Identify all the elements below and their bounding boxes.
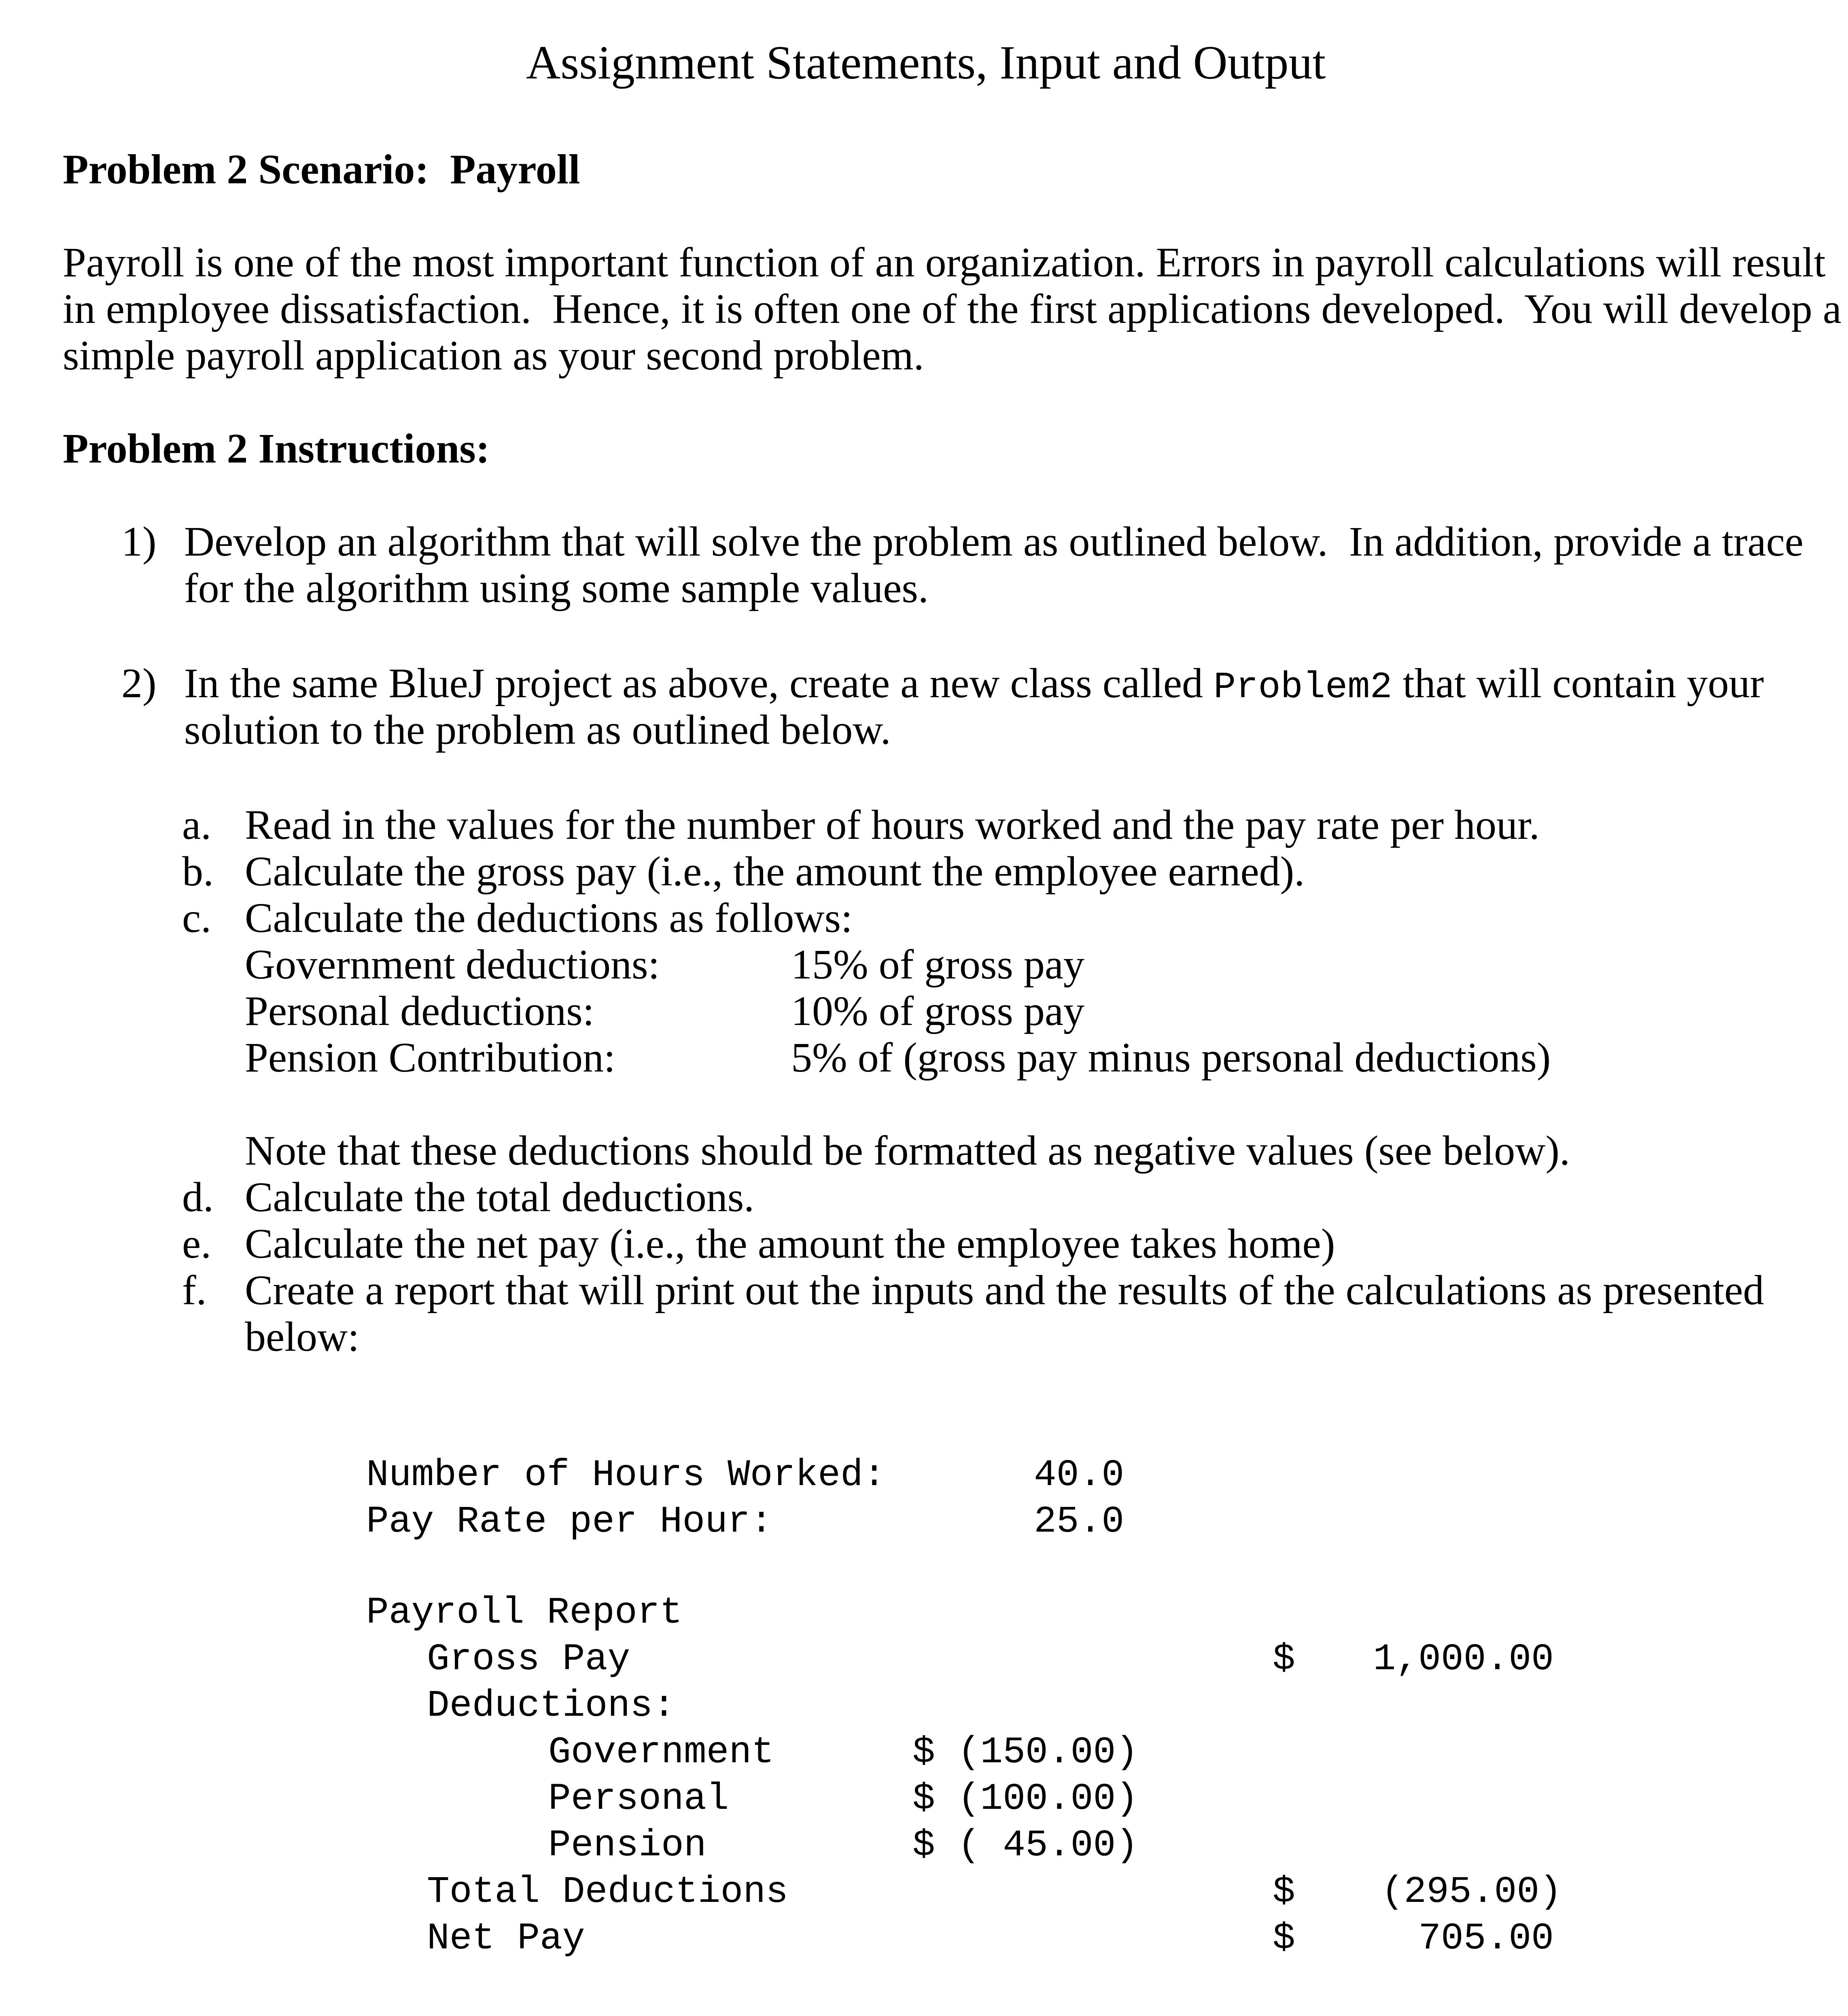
step-1-line-2: for the algorithm using some sample values. xyxy=(184,565,929,611)
report-rate-value: 25.0 xyxy=(1034,1500,1125,1543)
sub-b-text: Calculate the gross pay (i.e., the amount the employee earned). xyxy=(245,848,1305,895)
scenario-heading: Problem 2 Scenario: Payroll xyxy=(63,146,580,193)
deduction-government-rule: 15% of gross pay xyxy=(791,941,1085,988)
report-rate-label: Pay Rate per Hour: xyxy=(366,1500,773,1543)
report-personal-label: Personal xyxy=(548,1778,729,1820)
sub-f-letter: f. xyxy=(182,1267,207,1314)
report-deductions-label: Deductions: xyxy=(427,1685,675,1727)
step-2-text-after: that will contain your xyxy=(1392,660,1764,707)
sub-c-text: Calculate the deductions as follows: xyxy=(245,895,853,941)
report-heading: Payroll Report xyxy=(366,1592,683,1634)
sub-e-letter: e. xyxy=(182,1220,212,1267)
sub-d-letter: d. xyxy=(182,1174,214,1220)
step-1-line-1: Develop an algorithm that will solve the problem as outlined below. In addition, provide a trace xyxy=(184,518,1803,565)
deduction-pension-label: Pension Contribution: xyxy=(245,1034,615,1081)
sub-b-letter: b. xyxy=(182,848,214,895)
step-2-number: 2) xyxy=(121,660,157,707)
step-2-line-1 xyxy=(184,660,1764,708)
report-total-label: Total Deductions xyxy=(427,1871,788,1913)
report-government-amount: $ (150.00) xyxy=(912,1731,1139,1774)
report-personal-amount: $ (100.00) xyxy=(912,1778,1139,1820)
report-total-value: (295.00) xyxy=(1381,1871,1562,1913)
sub-f-line-1: Create a report that will print out the inputs and the results of the calculations as presented xyxy=(245,1267,1764,1314)
report-gross-value: 1,000.00 xyxy=(1373,1638,1554,1681)
report-hours-label: Number of Hours Worked: xyxy=(366,1454,886,1496)
report-total-currency: $ xyxy=(1273,1871,1295,1913)
report-pension-label: Pension xyxy=(548,1824,707,1867)
report-hours-value: 40.0 xyxy=(1034,1454,1125,1496)
deduction-personal-label: Personal deductions: xyxy=(245,988,594,1034)
intro-line-3: simple payroll application as your second problem. xyxy=(63,332,924,379)
report-gross-currency: $ xyxy=(1273,1638,1295,1681)
deduction-personal-rule: 10% of gross pay xyxy=(791,988,1085,1034)
report-net-currency: $ xyxy=(1273,1917,1295,1960)
report-pension-amount: $ ( 45.00) xyxy=(912,1824,1139,1867)
report-net-label: Net Pay xyxy=(427,1917,585,1960)
report-net-value: 705.00 xyxy=(1418,1917,1554,1960)
class-name-code: Problem2 xyxy=(1214,666,1392,709)
sub-a-letter: a. xyxy=(182,802,212,848)
report-government-label: Government xyxy=(548,1731,774,1774)
step-2-line-2: solution to the problem as outlined below. xyxy=(184,707,891,753)
sub-c-letter: c. xyxy=(182,895,212,941)
page-title: Assignment Statements, Input and Output xyxy=(526,36,1326,89)
sub-d-text: Calculate the total deductions. xyxy=(245,1174,755,1220)
step-1-number: 1) xyxy=(121,518,157,565)
intro-line-2: in employee dissatisfaction. Hence, it is often one of the first applications developed. You will develop a xyxy=(63,286,1842,332)
step-2-text-before: In the same BlueJ project as above, create a new class called xyxy=(184,660,1214,707)
instructions-heading: Problem 2 Instructions: xyxy=(63,425,490,472)
sub-e-text: Calculate the net pay (i.e., the amount the employee takes home) xyxy=(245,1220,1335,1267)
sub-f-line-2: below: xyxy=(245,1314,360,1360)
report-gross-label: Gross Pay xyxy=(427,1638,630,1681)
sub-a-text: Read in the values for the number of hours worked and the pay rate per hour. xyxy=(245,802,1540,848)
deductions-note: Note that these deductions should be formatted as negative values (see below). xyxy=(245,1127,1570,1174)
deduction-government-label: Government deductions: xyxy=(245,941,660,988)
deduction-pension-rule: 5% of (gross pay minus personal deductions) xyxy=(791,1034,1551,1081)
intro-line-1: Payroll is one of the most important function of an organization. Errors in payroll calculations will result xyxy=(63,239,1826,286)
